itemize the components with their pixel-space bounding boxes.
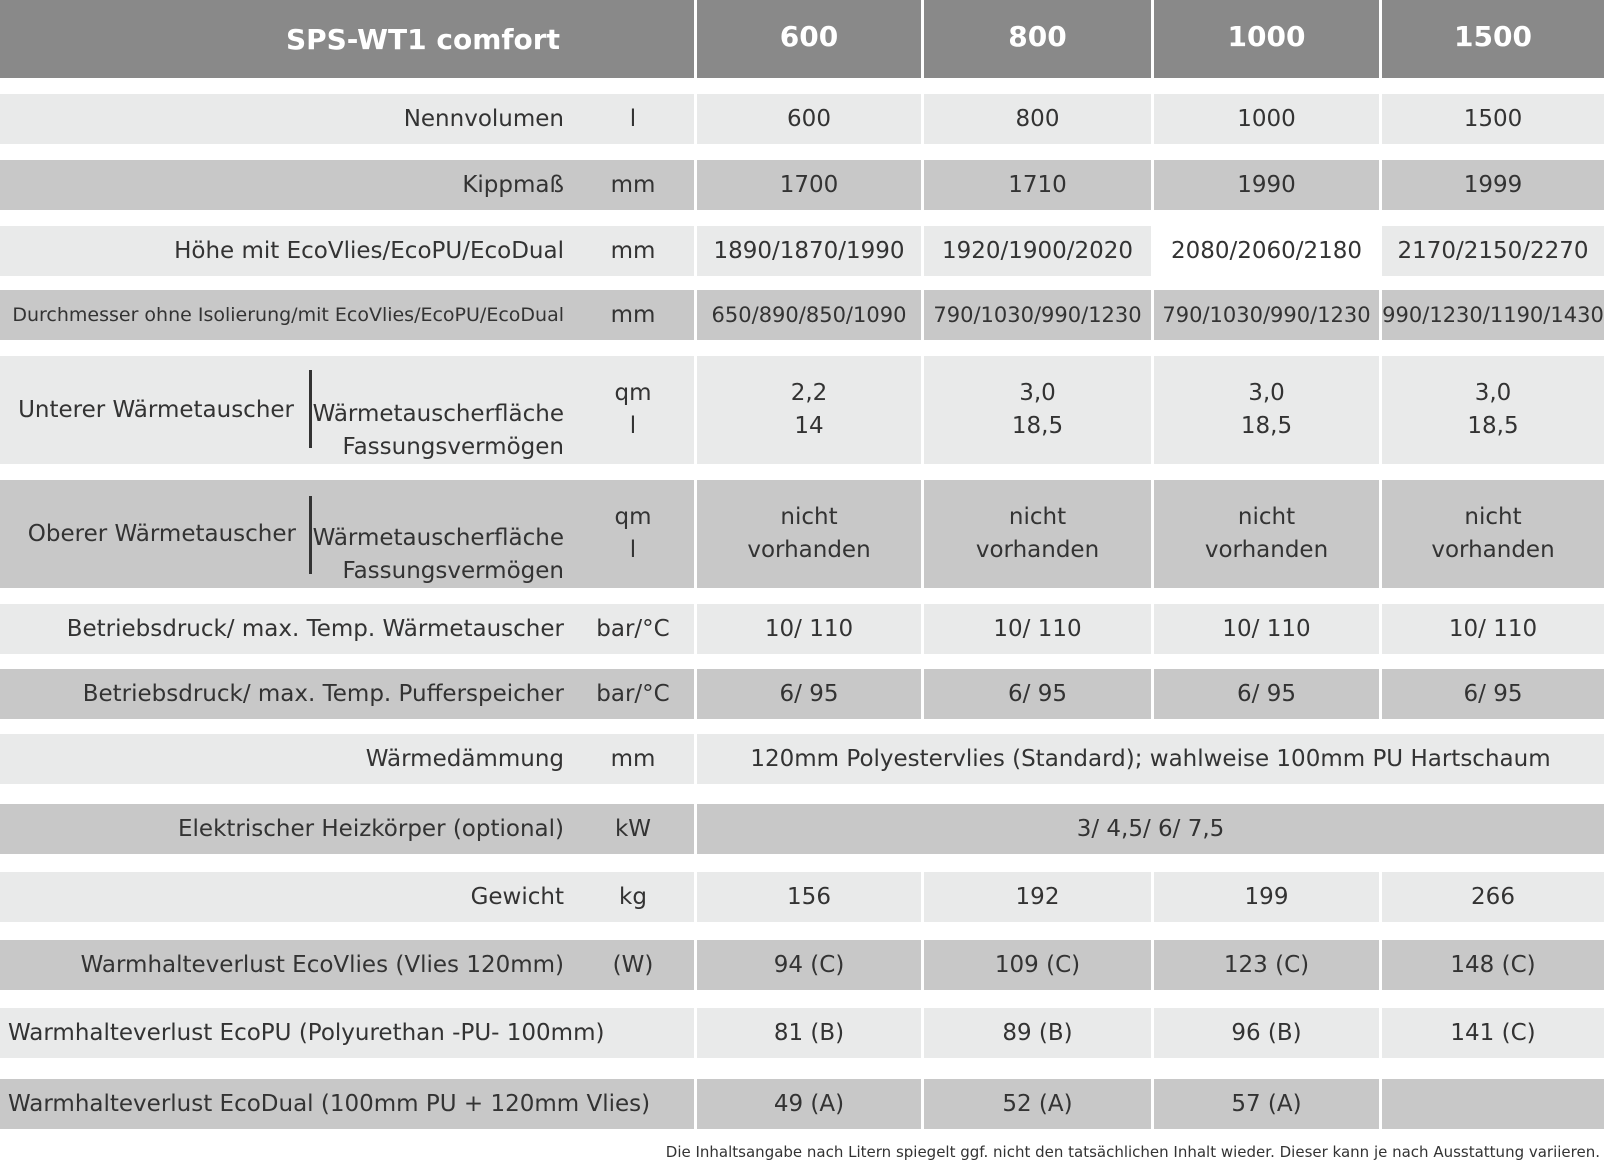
value-cell: 81 (B) bbox=[697, 1008, 921, 1058]
value-line: nicht bbox=[1008, 504, 1067, 530]
value-line: 3,0 bbox=[1474, 380, 1512, 406]
row-unit: mm bbox=[572, 734, 694, 784]
group-divider bbox=[309, 370, 312, 448]
group-divider bbox=[309, 496, 312, 574]
group-label: Unterer Wärmetauscher bbox=[0, 356, 302, 464]
row-unit: mm bbox=[572, 160, 694, 210]
model-header-800: 800 bbox=[924, 0, 1151, 78]
value-cell bbox=[1154, 356, 1379, 464]
value-line: 3,0 bbox=[1248, 380, 1285, 406]
sub-label: Fassungsvermögen bbox=[342, 434, 564, 460]
value-cell: 148 (C) bbox=[1382, 940, 1604, 990]
value-cell: 1920/1900/2020 bbox=[924, 226, 1151, 276]
value-line: nicht bbox=[1464, 504, 1522, 530]
value-line: 18,5 bbox=[1240, 413, 1293, 439]
row-label: Elektrischer Heizkörper (optional) bbox=[0, 804, 572, 854]
value-cell: 600 bbox=[697, 94, 921, 144]
row-label: Warmhalteverlust EcoPU (Polyurethan -PU- 100mm) bbox=[0, 1008, 694, 1058]
row-label: Warmhalteverlust EcoDual (100mm PU + 120mm Vlies) bbox=[0, 1079, 694, 1129]
value-cell: 2080/2060/2180 bbox=[1154, 226, 1379, 276]
units-stack bbox=[572, 480, 694, 588]
value-cell bbox=[697, 480, 921, 588]
row-label: Betriebsdruck/ max. Temp. Pufferspeicher bbox=[0, 669, 572, 719]
row-label: Höhe mit EcoVlies/EcoPU/EcoDual bbox=[0, 226, 572, 276]
value-line: vorhanden bbox=[747, 537, 871, 563]
sub-labels bbox=[314, 356, 572, 464]
model-header-600: 600 bbox=[697, 0, 921, 78]
value-line: nicht bbox=[1237, 504, 1296, 530]
value-line: vorhanden bbox=[1431, 537, 1555, 563]
value-cell: 89 (B) bbox=[924, 1008, 1151, 1058]
value-cell: 10/ 110 bbox=[697, 604, 921, 654]
value-cell: 141 (C) bbox=[1382, 1008, 1604, 1058]
value-cell: 6/ 95 bbox=[697, 669, 921, 719]
row-label: Nennvolumen bbox=[0, 94, 572, 144]
value-cell: 10/ 110 bbox=[1382, 604, 1604, 654]
value-cell: 10/ 110 bbox=[1154, 604, 1379, 654]
table-title: SPS-WT1 comfort bbox=[0, 0, 694, 78]
sub-label: Wärmetauscherfläche bbox=[312, 401, 564, 427]
span-value-cell: 120mm Polyestervlies (Standard); wahlweise 100mm PU Hartschaum bbox=[697, 734, 1604, 784]
row-unit: bar/°C bbox=[572, 669, 694, 719]
value-cell: 6/ 95 bbox=[1154, 669, 1379, 719]
row-unit: l bbox=[629, 413, 637, 439]
value-cell: 790/1030/990/1230 bbox=[924, 290, 1151, 340]
value-cell bbox=[924, 480, 1151, 588]
value-line: 18,5 bbox=[1467, 413, 1519, 439]
value-cell: 109 (C) bbox=[924, 940, 1151, 990]
value-line: 18,5 bbox=[1011, 413, 1064, 439]
value-cell: 2170/2150/2270 bbox=[1382, 226, 1604, 276]
footnote: Die Inhaltsangabe nach Litern spiegelt ggf. nicht den tatsächlichen Inhalt wieder. Dieser kann je nach Ausstattung variieren. bbox=[665, 1143, 1600, 1161]
value-cell: 10/ 110 bbox=[924, 604, 1151, 654]
value-cell: 1990 bbox=[1154, 160, 1379, 210]
value-cell: 800 bbox=[924, 94, 1151, 144]
value-line: 2,2 bbox=[790, 380, 828, 406]
row-label: Wärmedämmung bbox=[0, 734, 572, 784]
row-unit: bar/°C bbox=[572, 604, 694, 654]
span-value-cell: 3/ 4,5/ 6/ 7,5 bbox=[697, 804, 1604, 854]
row-unit: mm bbox=[572, 226, 694, 276]
sub-label: Wärmetauscherfläche bbox=[312, 525, 564, 551]
model-header-1000: 1000 bbox=[1154, 0, 1379, 78]
value-cell: 6/ 95 bbox=[924, 669, 1151, 719]
group-label: Oberer Wärmetauscher bbox=[0, 480, 304, 588]
value-cell: 6/ 95 bbox=[1382, 669, 1604, 719]
value-line: vorhanden bbox=[1204, 537, 1329, 563]
value-cell: 790/1030/990/1230 bbox=[1154, 290, 1379, 340]
value-cell: 57 (A) bbox=[1154, 1079, 1379, 1129]
value-line: 3,0 bbox=[1019, 380, 1056, 406]
row-unit: (W) bbox=[572, 940, 694, 990]
value-cell: 52 (A) bbox=[924, 1079, 1151, 1129]
row-unit: qm bbox=[614, 504, 652, 530]
value-cell: 199 bbox=[1154, 872, 1379, 922]
value-line: vorhanden bbox=[975, 537, 1100, 563]
value-cell bbox=[1382, 1079, 1604, 1129]
row-label: Gewicht bbox=[0, 872, 572, 922]
units-stack bbox=[572, 356, 694, 464]
row-label: Warmhalteverlust EcoVlies (Vlies 120mm) bbox=[0, 940, 572, 990]
sub-labels bbox=[314, 480, 572, 588]
value-cell bbox=[697, 356, 921, 464]
row-unit: kW bbox=[572, 804, 694, 854]
value-cell: 49 (A) bbox=[697, 1079, 921, 1129]
row-unit: qm bbox=[614, 380, 652, 406]
row-unit: l bbox=[629, 537, 637, 563]
value-cell: 1500 bbox=[1382, 94, 1604, 144]
value-cell: 1710 bbox=[924, 160, 1151, 210]
model-header-1500: 1500 bbox=[1382, 0, 1604, 78]
row-unit: l bbox=[572, 94, 694, 144]
value-cell: 266 bbox=[1382, 872, 1604, 922]
value-cell: 156 bbox=[697, 872, 921, 922]
value-cell: 96 (B) bbox=[1154, 1008, 1379, 1058]
row-unit: mm bbox=[572, 290, 694, 340]
value-cell: 94 (C) bbox=[697, 940, 921, 990]
value-line: nicht bbox=[780, 504, 838, 530]
value-cell: 192 bbox=[924, 872, 1151, 922]
row-label: Kippmaß bbox=[0, 160, 572, 210]
value-cell: 990/1230/1190/1430 bbox=[1382, 290, 1604, 340]
value-cell: 1700 bbox=[697, 160, 921, 210]
value-cell: 1890/1870/1990 bbox=[697, 226, 921, 276]
value-line: 14 bbox=[794, 413, 824, 439]
sub-label: Fassungsvermögen bbox=[342, 558, 564, 584]
value-cell bbox=[1382, 480, 1604, 588]
row-label: Betriebsdruck/ max. Temp. Wärmetauscher bbox=[0, 604, 572, 654]
value-cell bbox=[1382, 356, 1604, 464]
value-cell: 1000 bbox=[1154, 94, 1379, 144]
value-cell: 1999 bbox=[1382, 160, 1604, 210]
row-unit: kg bbox=[572, 872, 694, 922]
value-cell bbox=[1154, 480, 1379, 588]
value-cell: 650/890/850/1090 bbox=[697, 290, 921, 340]
row-label: Durchmesser ohne Isolierung/mit EcoVlies/EcoPU/EcoDual bbox=[0, 290, 572, 340]
value-cell: 123 (C) bbox=[1154, 940, 1379, 990]
value-cell bbox=[924, 356, 1151, 464]
